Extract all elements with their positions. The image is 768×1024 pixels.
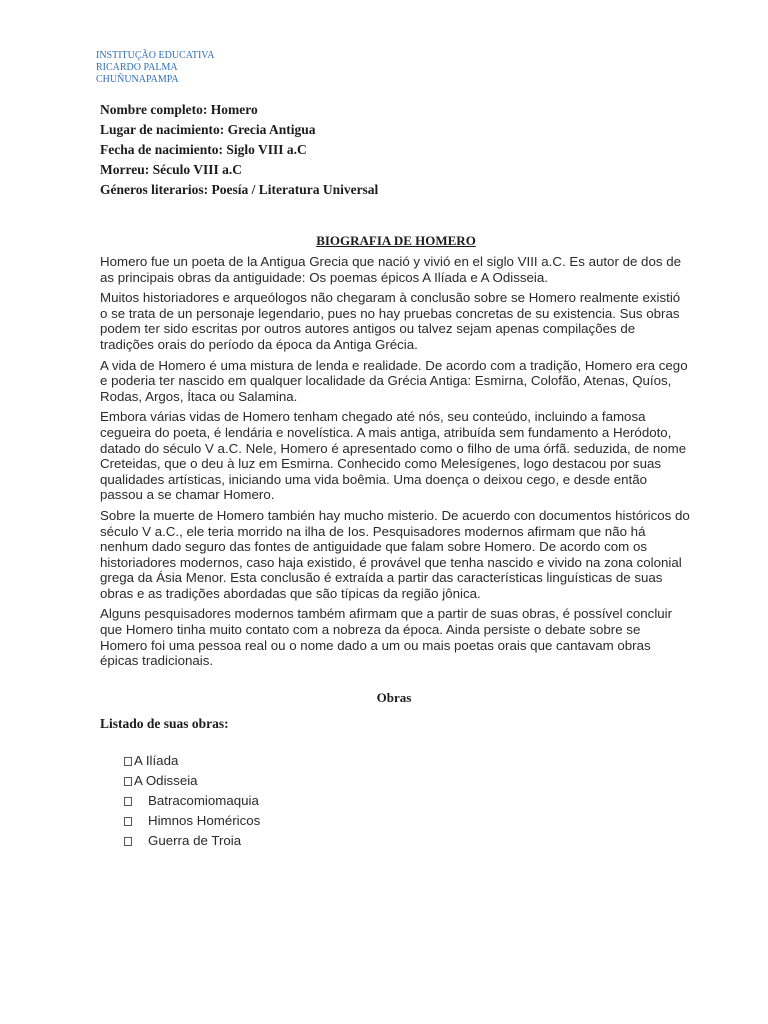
school-header-line: RICARDO PALMA <box>96 62 178 73</box>
school-header-line: CHUÑUNAPAMPA <box>96 74 179 85</box>
list-item <box>124 752 260 772</box>
work-title: Himnos Homéricos <box>148 813 261 828</box>
biography-paragraph: Homero fue un poeta de la Antigua Grecia que nació y vivió en el siglo VIII a.C. Es autor de dos de as principais obras da antiguidade: Os poemas épicos A Ilíada e A Odisseia. <box>100 254 681 285</box>
list-item <box>124 812 260 832</box>
biography-body <box>100 254 690 674</box>
bullet-box-icon <box>124 797 132 806</box>
biography-paragraph: Alguns pesquisadores modernos também afirmam que a partir de suas obras, é possível concluir que Homero tinha muito contato com a nobreza da época. Ainda persiste o debate sobre se Homero foi uma pessoa real ou o nome dado a um ou mais poetas orais que cantavam obras épicas tradicionais. <box>100 606 673 669</box>
biography-title: BIOGRAFIA DE HOMERO <box>316 233 476 248</box>
work-title: A Ilíada <box>134 753 179 768</box>
works-list <box>124 752 260 852</box>
info-birthplace: Lugar de nacimiento: Grecia Antigua <box>100 122 316 137</box>
biography-paragraph: Muitos historiadores e arqueólogos não chegaram à conclusão sobre se Homero realmente existió o se trata de un personaje legendario, pues no hay pruebas concretas de su existencia. Sus obras podem ter sido escritas por outros autores antigos ou talvez sejam apenas compilações de tradições orais do período da época da Antiga Grécia. <box>100 290 681 352</box>
school-header <box>96 50 214 86</box>
bullet-box-icon <box>124 837 132 846</box>
info-birthdate: Fecha de nacimiento: Siglo VIII a.C <box>100 142 307 157</box>
author-info <box>100 100 378 200</box>
info-full-name: Nombre completo: Homero <box>100 102 258 117</box>
work-title: Guerra de Troia <box>148 833 242 848</box>
biography-paragraph: A vida de Homero é uma mistura de lenda e realidade. De acordo com a tradição, Homero era cego e poderia ter nascido em qualquer localidade da Grécia Antiga: Esmirna, Colofão, Atenas, Quíos, Rodas, Argos, Ítaca ou Salamina. <box>100 357 688 404</box>
list-item <box>124 792 260 812</box>
bullet-box-icon <box>124 757 132 766</box>
list-item <box>124 772 260 792</box>
list-item <box>124 832 260 852</box>
biography-paragraph: Sobre la muerte de Homero también hay mucho misterio. De acuerdo con documentos históricos do século V a.C., ele teria morrido na ilha de Ios. Pesquisadores modernos afirmam que não há nenhum dado seguro das fontes de antiguidade que falam sobre Homero. De acordo com os historiadores modernos, caso haja existido, é provável que tenha nascido e vivido na zona colonial grega da Ásia Menor. Esta conclusão é extraída a partir das características linguísticas de suas obras e as tradições abordadas que são típicas da região jônica. <box>100 507 690 601</box>
work-title: A Odisseia <box>134 773 198 788</box>
bullet-box-icon <box>124 777 132 786</box>
work-title: Batracomiomaquia <box>148 793 259 808</box>
info-death: Morreu: Século VIII a.C <box>100 162 242 177</box>
info-genres: Géneros literarios: Poesía / Literatura Universal <box>100 182 379 197</box>
school-header-line: INSTITUÇÃO EDUCATIVA <box>96 50 215 61</box>
biography-paragraph: Embora várias vidas de Homero tenham chegado até nós, seu conteúdo, incluindo a famosa cegueira do poeta, é lendária e novelística. A mais antiga, atribuída sem fundamento a Heródoto, datado do século V a.C. Nele, Homero é apresentado como o filho de uma órfã. seduzida, de nome Creteidas, que o deu à luz em Esmirna. Conhecido como Melesígenes, logo destacou por suas qualidades artísticas, iniciando uma vida boêmia. Uma doença o deixou cego, e desde então passou a se chamar Homero. <box>100 409 687 503</box>
bullet-box-icon <box>124 817 132 826</box>
works-section-title: Obras <box>376 690 412 705</box>
works-list-heading: Listado de suas obras: <box>100 716 229 731</box>
